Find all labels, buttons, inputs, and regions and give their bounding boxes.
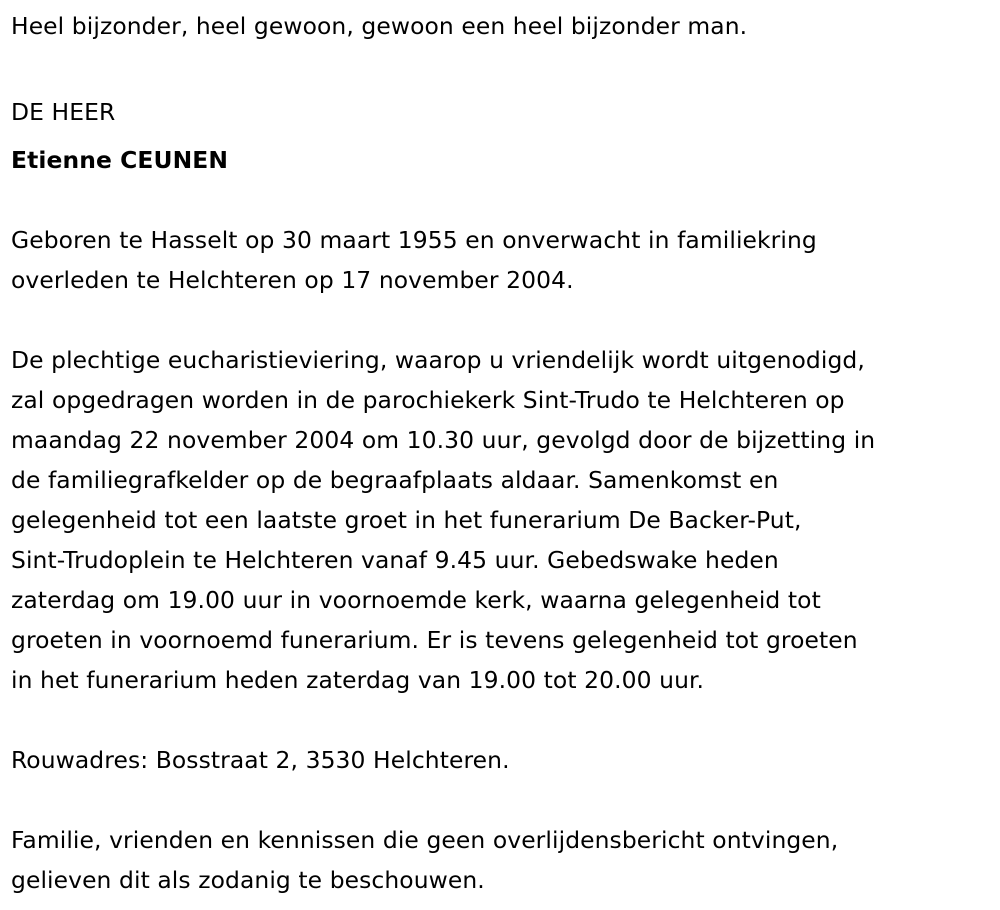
ceremony-line: in het funerarium heden zaterdag van 19.00 tot 20.00 uur. <box>11 666 705 694</box>
ceremony-line: de familiegrafkelder op de begraafplaats aldaar. Samenkomst en <box>11 466 779 494</box>
spacer <box>11 46 986 86</box>
honorific-title: DE HEER <box>11 98 116 126</box>
spacer <box>11 780 986 820</box>
spacer <box>11 700 986 740</box>
birth-paragraph <box>11 220 986 300</box>
ceremony-paragraph <box>11 340 986 700</box>
deceased-name: Etienne CEUNEN <box>11 146 229 174</box>
closing-line: Familie, vrienden en kennissen die geen overlijdensbericht ontvingen, <box>11 826 839 854</box>
ceremony-line: gelegenheid tot een laatste groet in het funerarium De Backer-Put, <box>11 506 802 534</box>
closing-paragraph <box>11 820 986 900</box>
mourning-address: Rouwadres: Bosstraat 2, 3530 Helchteren. <box>11 746 510 774</box>
ceremony-line: Sint-Trudoplein te Helchteren vanaf 9.45 uur. Gebedswake heden <box>11 546 779 574</box>
birth-line: Geboren te Hasselt op 30 maart 1955 en onverwacht in familiekring <box>11 226 817 254</box>
closing-line: gelieven dit als zodanig te beschouwen. <box>11 866 485 894</box>
obituary-notice <box>11 6 986 900</box>
spacer <box>11 300 986 340</box>
ceremony-line: groeten in voornoemd funerarium. Er is tevens gelegenheid tot groeten <box>11 626 858 654</box>
ceremony-line: zal opgedragen worden in de parochiekerk Sint-Trudo te Helchteren op <box>11 386 845 414</box>
spacer <box>11 180 986 220</box>
motto-line: Heel bijzonder, heel gewoon, gewoon een heel bijzonder man. <box>11 12 748 40</box>
ceremony-line: De plechtige eucharistieviering, waarop u vriendelijk wordt uitgenodigd, <box>11 346 865 374</box>
ceremony-line: zaterdag om 19.00 uur in voornoemde kerk, waarna gelegenheid tot <box>11 586 821 614</box>
ceremony-line: maandag 22 november 2004 om 10.30 uur, gevolgd door de bijzetting in <box>11 426 876 454</box>
birth-line: overleden te Helchteren op 17 november 2004. <box>11 266 574 294</box>
